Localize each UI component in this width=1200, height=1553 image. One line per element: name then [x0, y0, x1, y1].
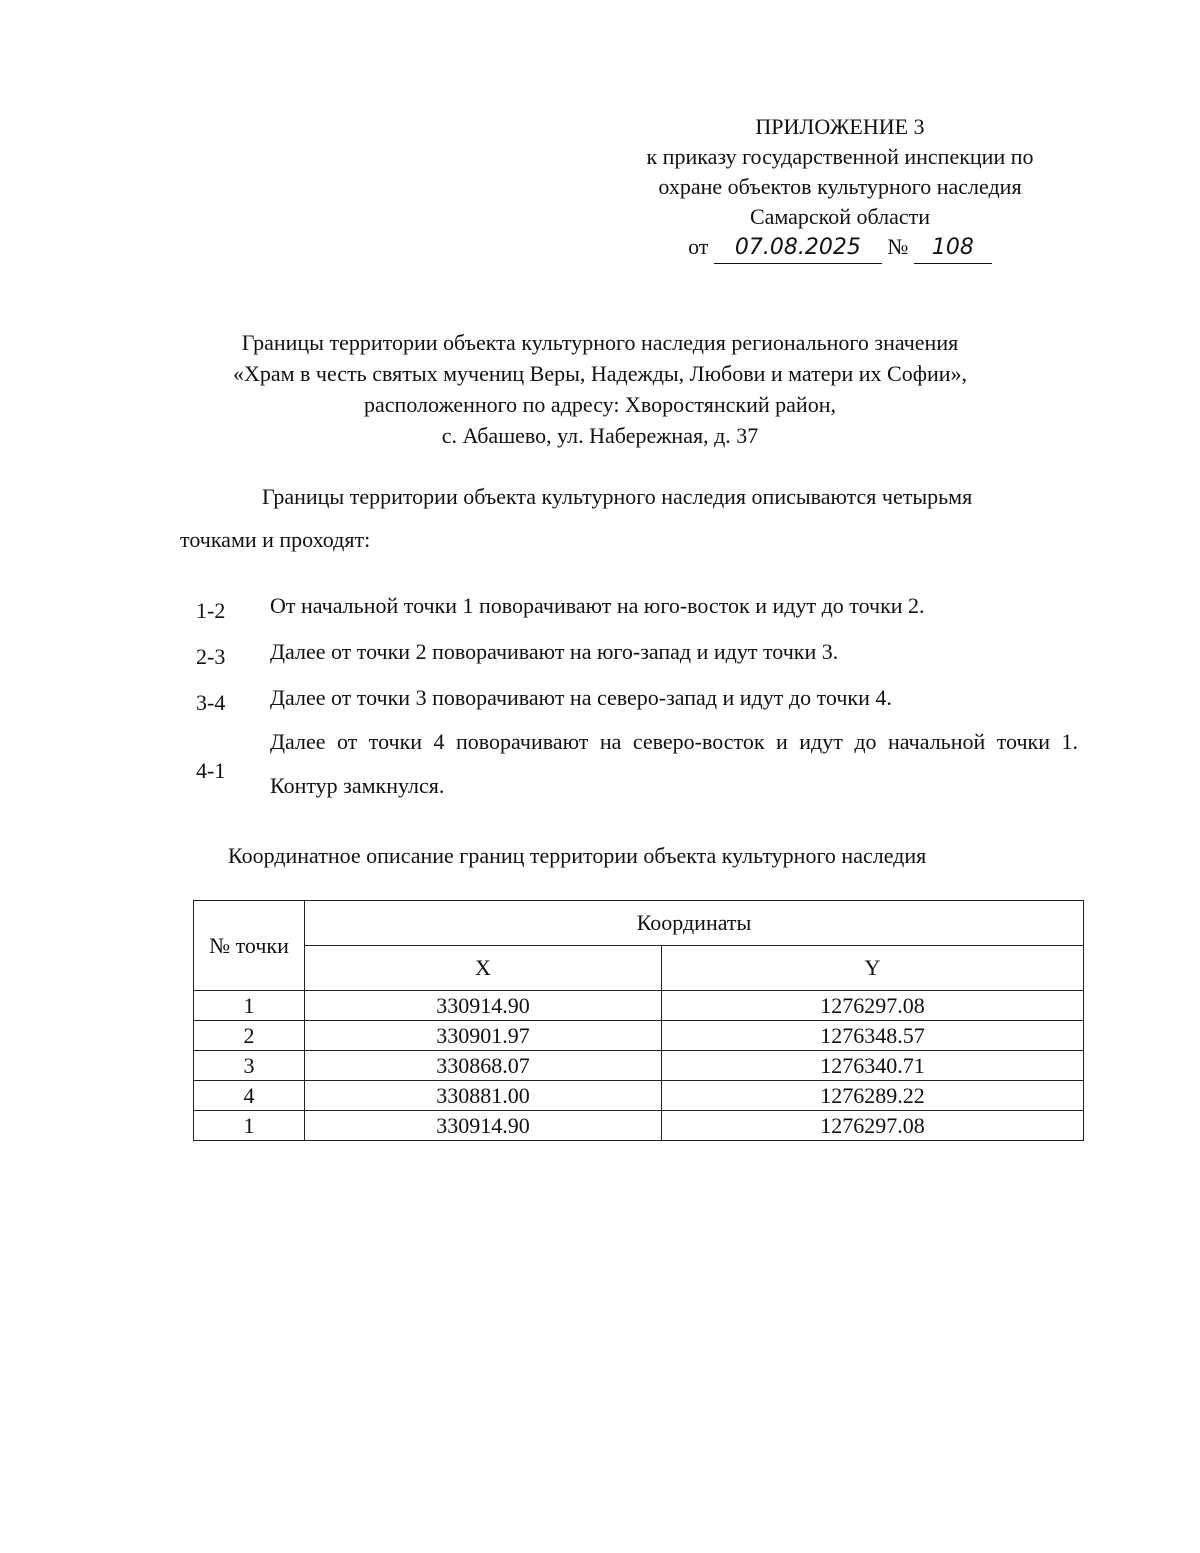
- cell-point: 4: [194, 1081, 305, 1111]
- table-row: [194, 991, 1084, 1021]
- document-title: [140, 327, 1060, 451]
- cell-x: 330881.00: [305, 1081, 662, 1111]
- cell-x: 330914.90: [305, 991, 662, 1021]
- title-line-1: Границы территории объекта культурного наследия регионального значения: [241, 330, 959, 355]
- segment-text: От начальной точки 1 поворачивают на юго-восток и идут до точки 2.: [270, 593, 925, 618]
- cell-y: 1276289.22: [662, 1081, 1084, 1111]
- cell-y: 1276340.71: [662, 1051, 1084, 1081]
- header-x: X: [305, 946, 662, 991]
- appendix-order-line: [600, 232, 1080, 264]
- cell-y: 1276297.08: [662, 991, 1084, 1021]
- cell-x: 330868.07: [305, 1051, 662, 1081]
- cell-point: 2: [194, 1021, 305, 1051]
- cell-y: 1276348.57: [662, 1021, 1084, 1051]
- segment-id: 4-1: [196, 758, 226, 783]
- header-point-number: № точки: [194, 901, 305, 991]
- number-label: №: [887, 234, 909, 259]
- appendix-line-3: Самарской области: [749, 204, 931, 229]
- table-row: [194, 1111, 1084, 1141]
- intro-line-2: точками и проходят:: [180, 527, 371, 552]
- segment-id: 1-2: [196, 598, 226, 623]
- cell-point: 1: [194, 1111, 305, 1141]
- coordinates-caption: Координатное описание границ территории объекта культурного наследия: [228, 843, 927, 868]
- appendix-line-1: к приказу государственной инспекции по: [646, 144, 1034, 169]
- coordinates-table: [193, 900, 1084, 1141]
- intro-paragraph: [180, 475, 1080, 561]
- appendix-title: ПРИЛОЖЕНИЕ 3: [755, 114, 925, 139]
- header-y: Y: [662, 946, 1084, 991]
- from-label: от: [688, 234, 709, 259]
- table-row: [194, 1051, 1084, 1081]
- header-coordinates: Координаты: [305, 901, 1084, 946]
- segment-text: Далее от точки 2 поворачивают на юго-запад и идут точки 3.: [270, 639, 839, 664]
- cell-y: 1276297.08: [662, 1111, 1084, 1141]
- title-line-3: расположенного по адресу: Хворостянский район,: [364, 392, 836, 417]
- table-row: [194, 1081, 1084, 1111]
- appendix-line-2: охране объектов культурного наследия: [658, 174, 1022, 199]
- cell-x: 330901.97: [305, 1021, 662, 1051]
- order-number: 108: [914, 233, 992, 264]
- segment-id: 3-4: [196, 690, 226, 715]
- cell-x: 330914.90: [305, 1111, 662, 1141]
- title-line-2: «Храм в честь святых мучениц Веры, Надежды, Любови и матери их Софии»,: [232, 361, 968, 386]
- title-line-4: с. Абашево, ул. Набережная, д. 37: [441, 423, 759, 448]
- segment-text: Далее от точки 3 поворачивают на северо-запад и идут до точки 4.: [270, 685, 892, 710]
- cell-point: 3: [194, 1051, 305, 1081]
- order-date: 07.08.2025: [714, 233, 882, 264]
- appendix-header: [600, 112, 1080, 264]
- cell-point: 1: [194, 991, 305, 1021]
- intro-line-1: Границы территории объекта культурного наследия описываются четырьмя: [262, 484, 973, 509]
- segment-id: 2-3: [196, 644, 226, 669]
- segment-text: Далее от точки 4 поворачивают на северо-восток и идут до начальной точки 1. Контур замкнулся.: [270, 729, 1078, 798]
- table-row: [194, 1021, 1084, 1051]
